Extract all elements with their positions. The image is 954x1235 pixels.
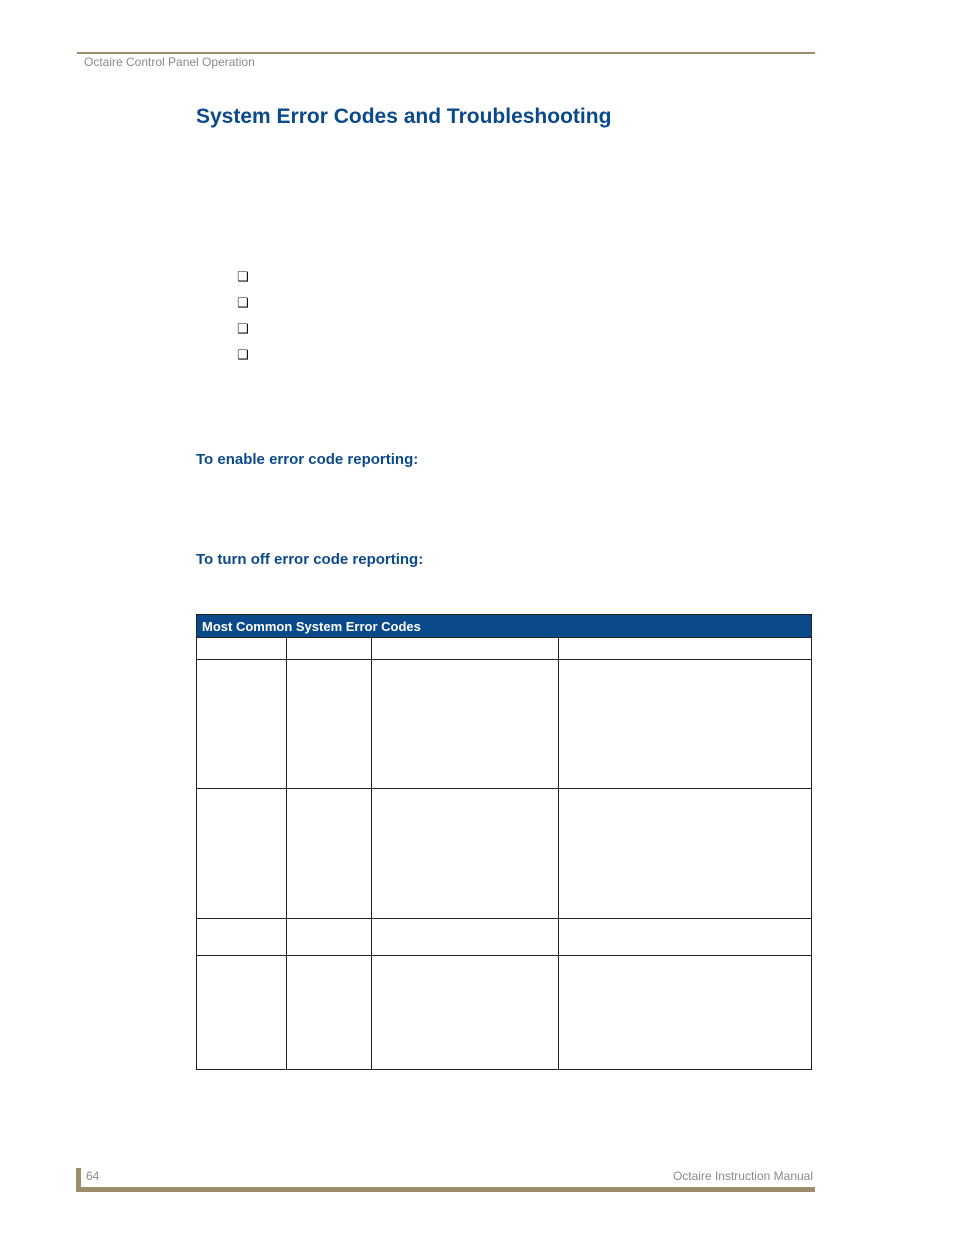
- table-cell: [372, 789, 559, 919]
- table-row: [197, 919, 812, 956]
- enable-reporting-heading: To enable error code reporting:: [196, 451, 419, 468]
- checkbox-bullet-icon: ❑: [237, 322, 249, 337]
- table-row: [197, 956, 812, 1070]
- table-cell: [372, 660, 559, 789]
- table-cell: [559, 919, 812, 956]
- table-cell: [559, 956, 812, 1070]
- manual-title: Octaire Instruction Manual: [672, 1169, 813, 1183]
- error-codes-table: [196, 614, 812, 1070]
- table-cell: [197, 919, 287, 956]
- table-cell: [197, 660, 287, 789]
- table-caption: Most Common System Error Codes: [197, 615, 812, 638]
- checkbox-bullet-icon: ❑: [237, 270, 249, 285]
- table-row: [197, 789, 812, 919]
- table-cell: [559, 638, 812, 660]
- running-header: Octaire Control Panel Operation: [84, 55, 255, 69]
- page-number: 64: [86, 1169, 100, 1183]
- table-header-row: [197, 638, 812, 660]
- table-cell: [559, 660, 812, 789]
- table-cell: [287, 956, 372, 1070]
- table-cell: [559, 789, 812, 919]
- checkbox-bullet-icon: ❑: [237, 348, 249, 363]
- table-cell: [287, 919, 372, 956]
- table-cell: [287, 638, 372, 660]
- table-row: [197, 660, 812, 789]
- disable-reporting-heading: To turn off error code reporting:: [196, 551, 424, 568]
- table-cell: [197, 638, 287, 660]
- table-cell: [372, 919, 559, 956]
- section-title: System Error Codes and Troubleshooting: [196, 105, 612, 128]
- header-rule: [77, 52, 815, 54]
- footer-rule: [76, 1187, 815, 1192]
- table-cell: [372, 956, 559, 1070]
- table-cell: [197, 956, 287, 1070]
- table-cell: [197, 789, 287, 919]
- checkbox-bullet-icon: ❑: [237, 296, 249, 311]
- table-cell: [287, 789, 372, 919]
- table-cell: [287, 660, 372, 789]
- bullet-list: [237, 270, 251, 374]
- table-cell: [372, 638, 559, 660]
